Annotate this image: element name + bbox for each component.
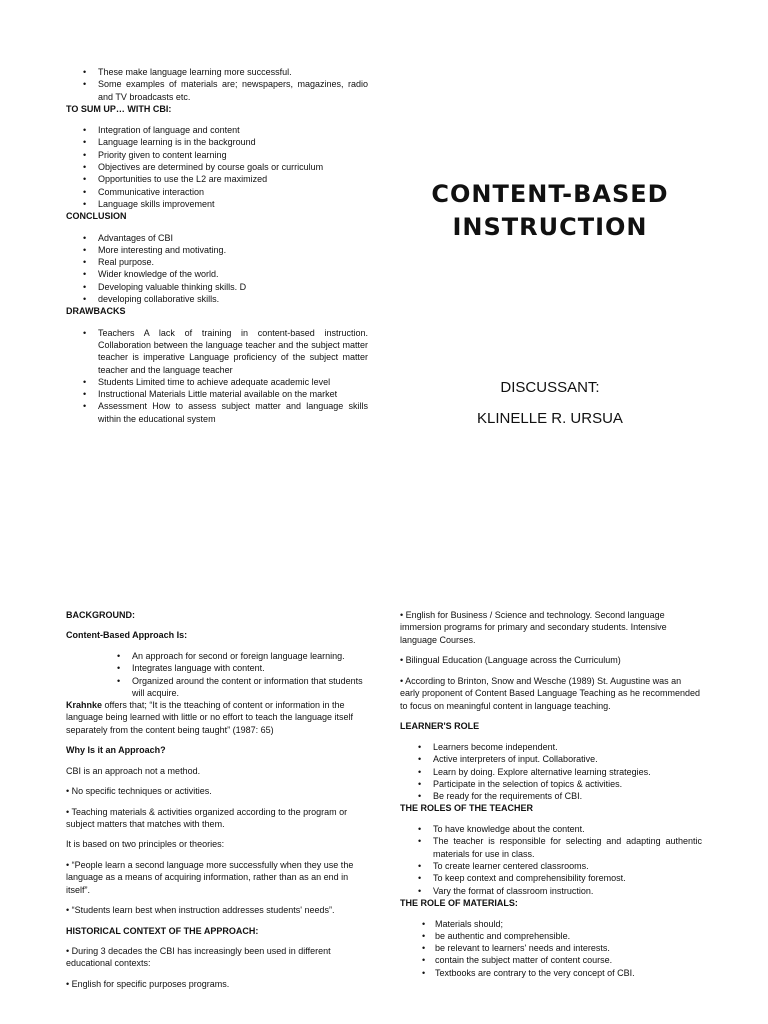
teacher-role-heading: THE ROLES OF THE TEACHER [400, 803, 534, 814]
approach-bullet-list [66, 650, 368, 699]
list-item: • Vary the format of classroom instruction. [433, 885, 702, 897]
sum-up-bullet-list [66, 124, 368, 210]
list-item: • Some examples of materials are; newspapers, magazines, radio and TV broadcasts etc. [98, 78, 368, 103]
principle-1-paragraph: • “People learn a second language more successfully when they use the language as a means of acquiring information, rather than as an end in itself”. [66, 859, 354, 895]
list-item: • be relevant to learners' needs and interests. [435, 942, 702, 954]
specific-purposes-paragraph: • English for specific purposes programs. [66, 978, 230, 989]
krahnke-paragraph [66, 699, 368, 736]
list-item: • To keep context and comprehensibility foremost. [433, 872, 702, 884]
learner-role-bullet-list [400, 741, 702, 802]
list-item: • Language skills improvement [98, 198, 368, 210]
list-item: • Instructional Materials Little material available on the market [98, 388, 368, 400]
materials-role-bullet-list [400, 918, 702, 979]
teaching-materials-paragraph: • Teaching materials & activities organized according to the program or subject matters that matches with them. [66, 806, 348, 829]
list-item: • Participate in the selection of topics & activities. [433, 778, 702, 790]
list-item: • Opportunities to use the L2 are maximized [98, 173, 368, 185]
list-item: • These make language learning more successful. [98, 66, 368, 78]
cbi-line: CBI is an approach not a method. [66, 765, 201, 776]
sum-up-heading: TO SUM UP… WITH CBI: [66, 103, 172, 114]
bottom-right-column [400, 609, 702, 979]
list-item: • Learn by doing. Explore alternative learning strategies. [433, 766, 702, 778]
list-item: • To create learner centered classrooms. [433, 860, 702, 872]
krahnke-name: Krahnke [66, 700, 103, 711]
list-item: • Materials should; [435, 918, 702, 930]
drawbacks-bullet-list [66, 327, 368, 425]
list-item: • Textbooks are contrary to the very concept of CBI. [435, 967, 702, 979]
list-item: • Communicative interaction [98, 186, 368, 198]
list-item: • Language learning is in the background [98, 136, 368, 148]
conclusion-heading: CONCLUSION [66, 211, 127, 222]
discussant-label: DISCUSSANT: [500, 379, 600, 396]
list-item: • More interesting and motivating. [98, 244, 368, 256]
intro-bullet-list [66, 66, 368, 103]
list-item: • Developing valuable thinking skills. D [98, 281, 368, 293]
bilingual-paragraph: • Bilingual Education (Language across the Curriculum) [400, 655, 621, 666]
top-left-column [66, 66, 368, 425]
list-item: • contain the subject matter of content course. [435, 954, 702, 966]
list-item: • Teachers A lack of training in content-based instruction. Collaboration between the language teacher and the subject matter teacher is imperative Language proficiency of the subject matter teacher and the language teacher [98, 327, 368, 376]
document-title: CONTENT-BASED INSTRUCTION [431, 180, 669, 241]
background-heading: BACKGROUND: [66, 610, 135, 620]
approach-heading: Content-Based Approach Is: [66, 630, 188, 641]
discussant-name: KLINELLE R. URSUA [477, 410, 623, 427]
based-on-paragraph: It is based on two principles or theories: [66, 839, 225, 850]
conclusion-bullet-list [66, 232, 368, 306]
krahnke-text: offers that; “It is the tteaching of content or information in the language being learned with little or no effort to teach the language itself separately from the content being taught” (1987: 65) [66, 700, 354, 735]
list-item: • To have knowledge about the content. [433, 823, 702, 835]
drawbacks-heading: DRAWBACKS [66, 306, 126, 317]
bottom-left-column [66, 609, 368, 998]
historical-heading: HISTORICAL CONTEXT OF THE APPROACH: [66, 925, 259, 936]
list-item: • Objectives are determined by course goals or curriculum [98, 161, 368, 173]
list-item: • The teacher is responsible for selecting and adapting authentic materials for use in class. [433, 835, 702, 860]
materials-role-heading: THE ROLE OF MATERIALS: [400, 897, 518, 908]
list-item: • Integrates language with content. [132, 662, 368, 674]
teacher-role-bullet-list [400, 823, 702, 897]
list-item: • developing collaborative skills. [98, 293, 368, 305]
brinton-paragraph: • According to Brinton, Snow and Wesche (1989) St. Augustine was an early proponent of Content Based Language Teaching as he recommended to focus on meaningful content in language teaching. [400, 675, 701, 711]
list-item: • Organized around the content or information that students will acquire. [132, 675, 368, 700]
list-item: • Real purpose. [98, 256, 368, 268]
list-item: • Assessment How to assess subject matter and language skills within the educational system [98, 400, 368, 425]
list-item: • be authentic and comprehensible. [435, 930, 702, 942]
list-item: • Advantages of CBI [98, 232, 368, 244]
why-heading: Why Is it an Approach? [66, 745, 166, 756]
business-paragraph: • English for Business / Science and technology. Second language immersion programs for primary and secondary students. Intensive language Courses. [400, 610, 667, 645]
decades-paragraph: • During 3 decades the CBI has increasingly been used in different educational contexts: [66, 946, 331, 969]
learner-role-heading: LEARNER'S ROLE [400, 721, 480, 732]
list-item: • Active interpreters of input. Collaborative. [433, 753, 702, 765]
list-item: • An approach for second or foreign language learning. [132, 650, 368, 662]
list-item: • Learners become independent. [433, 741, 702, 753]
list-item: • Integration of language and content [98, 124, 368, 136]
list-item: • Priority given to content learning [98, 149, 368, 161]
no-specific-paragraph: • No specific techniques or activities. [66, 786, 212, 797]
list-item: • Wider knowledge of the world. [98, 268, 368, 280]
list-item: • Be ready for the requirements of CBI. [433, 790, 702, 802]
principle-2-paragraph: • “Students learn best when instruction addresses students' needs”. [66, 905, 335, 916]
list-item: • Students Limited time to achieve adequate academic level [98, 376, 368, 388]
